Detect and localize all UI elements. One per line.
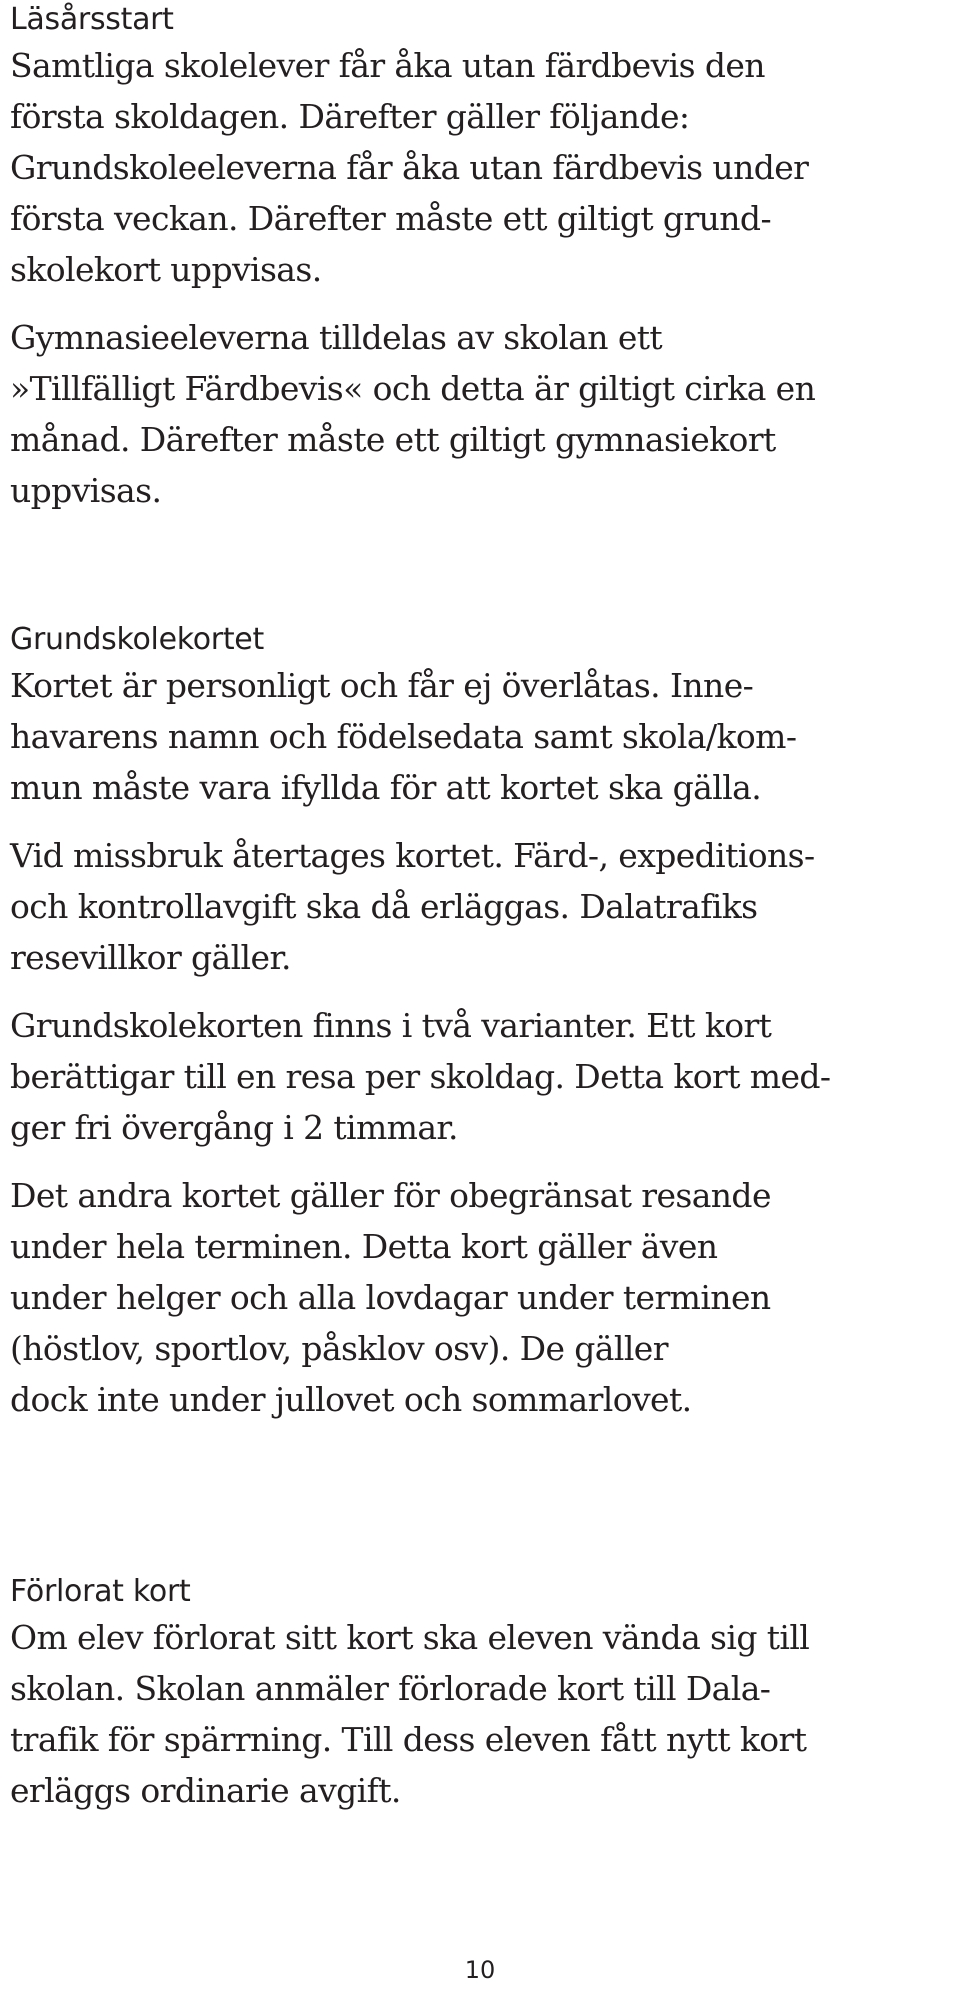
text-line: skolan. Skolan anmäler förlorade kort till Dala- bbox=[10, 1669, 771, 1708]
text-line: trafik för spärrning. Till dess eleven fått nytt kort bbox=[10, 1720, 807, 1759]
paragraph bbox=[10, 830, 830, 983]
text-line: Samtliga skolelever får åka utan färdbevis den bbox=[10, 46, 765, 85]
text-line: första skoldagen. Därefter gäller följande: bbox=[10, 97, 690, 136]
paragraph bbox=[10, 312, 815, 516]
section-forlorat-kort bbox=[10, 1572, 809, 1816]
text-line: berättigar till en resa per skoldag. Detta kort med- bbox=[10, 1057, 831, 1096]
text-line: havarens namn och födelsedata samt skola/kom- bbox=[10, 717, 797, 756]
text-line: Gymnasieeleverna tilldelas av skolan ett bbox=[10, 318, 663, 357]
text-line: Vid missbruk återtages kortet. Färd-, expeditions- bbox=[10, 836, 815, 875]
paragraph bbox=[10, 1170, 830, 1425]
section-heading: Grundskolekortet bbox=[10, 622, 264, 657]
text-line: under helger och alla lovdagar under terminen bbox=[10, 1278, 771, 1317]
text-line: under hela terminen. Detta kort gäller även bbox=[10, 1227, 718, 1266]
text-line: månad. Därefter måste ett giltigt gymnasiekort bbox=[10, 420, 776, 459]
text-line: resevillkor gäller. bbox=[10, 938, 291, 977]
text-line: Grundskoleeleverna får åka utan färdbevis under bbox=[10, 148, 809, 187]
text-line: dock inte under jullovet och sommarlovet. bbox=[10, 1380, 692, 1419]
text-line: första veckan. Därefter måste ett giltigt grund- bbox=[10, 199, 772, 238]
paragraph bbox=[10, 660, 830, 813]
text-line: mun måste vara ifyllda för att kortet ska gälla. bbox=[10, 768, 762, 807]
text-line: (höstlov, sportlov, påsklov osv). De gäller bbox=[10, 1329, 668, 1368]
section-lasarsstart bbox=[10, 0, 815, 516]
page-number: 10 bbox=[464, 1956, 496, 1984]
section-grundskolekortet bbox=[10, 620, 830, 1425]
paragraph bbox=[10, 40, 815, 295]
text-line: Om elev förlorat sitt kort ska eleven vända sig till bbox=[10, 1618, 810, 1657]
text-line: ger fri övergång i 2 timmar. bbox=[10, 1108, 458, 1147]
text-line: erläggs ordinarie avgift. bbox=[10, 1771, 401, 1810]
paragraph bbox=[10, 1000, 830, 1153]
text-line: Grundskolekorten finns i två varianter. Ett kort bbox=[10, 1006, 772, 1045]
text-line: Det andra kortet gäller för obegränsat resande bbox=[10, 1176, 771, 1215]
text-line: »Tillfälligt Färdbevis« och detta är giltigt cirka en bbox=[10, 369, 816, 408]
text-line: och kontrollavgift ska då erläggas. Dalatrafiks bbox=[10, 887, 758, 926]
text-line: Kortet är personligt och får ej överlåtas. Inne- bbox=[10, 666, 754, 705]
section-heading: Läsårsstart bbox=[10, 2, 174, 37]
text-line: uppvisas. bbox=[10, 471, 162, 510]
section-heading: Förlorat kort bbox=[10, 1574, 191, 1609]
paragraph bbox=[10, 1612, 809, 1816]
text-line: skolekort uppvisas. bbox=[10, 250, 322, 289]
